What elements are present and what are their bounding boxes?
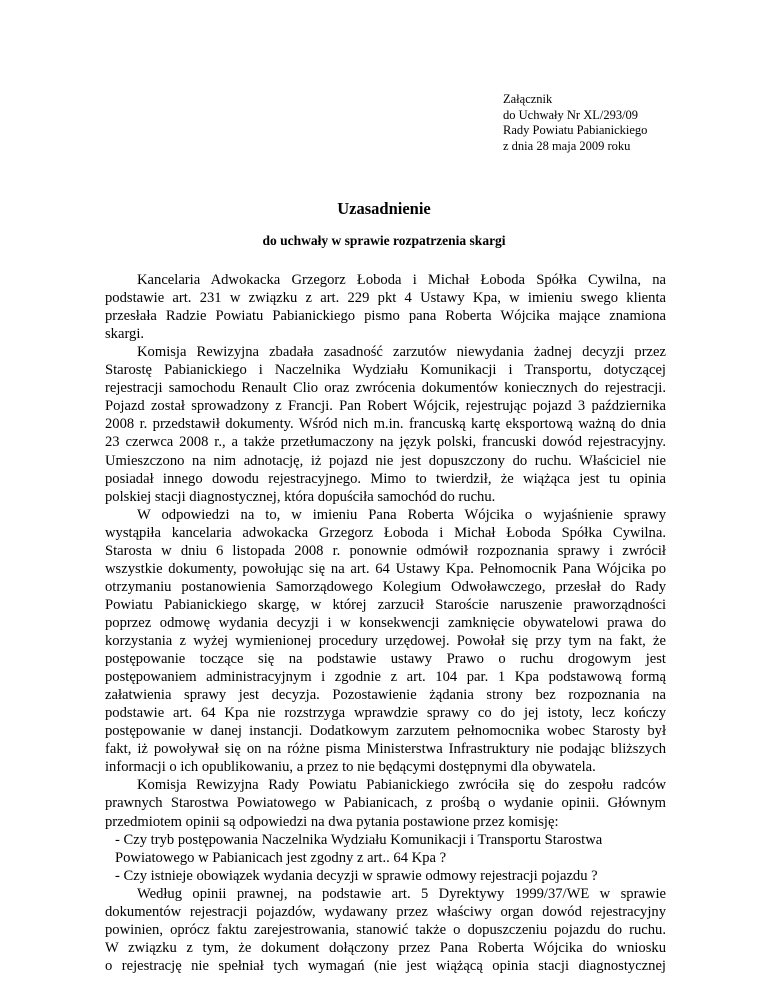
attachment-line: Załącznik <box>503 92 553 106</box>
attachment-header <box>503 92 647 154</box>
body-line: Umieszczono na nim adnotację, iż pojazd nie jest dopuszczony do ruchu. Właściciel nie <box>105 453 666 469</box>
body-line: wystąpiła kancelaria adwokacka Grzegorz Łoboda i Michał Łoboda Spółka Cywilna. <box>105 525 666 541</box>
body-line: dokumentów rejestracji pojazdów, wydawany przez właściwy organ dowód rejestracyjny <box>105 904 666 920</box>
body-line: postępowanie w danej instancji. Dodatkowym zarzutem pełnomocnika wobec Starosty był <box>105 723 666 739</box>
body-line: W związku z tym, że dokument dołączony przez Pana Roberta Wójcika do wniosku <box>105 940 666 956</box>
body-line: Powiatu Pabianickiego skargę, w której zarzucił Staroście naruszenie praworządności <box>105 597 666 613</box>
attachment-line: z dnia 28 maja 2009 roku <box>503 138 631 153</box>
body-line: Kancelaria Adwokacka Grzegorz Łoboda i Michał Łoboda Spółka Cywilna, na <box>137 272 666 288</box>
body-line: prawnych Starostwa Powiatowego w Pabianicach, z prośbą o wydanie opinii. Głównym <box>105 795 666 811</box>
body-line: Starosta w dniu 6 listopada 2008 r. ponownie odmówił rozpoznania sprawy i zwrócił <box>105 543 666 559</box>
body-line: postępowaniem administracyjnym i zgodnie z art. 104 par. 1 Kpa podstawową formą <box>105 669 666 685</box>
body-line: otrzymaniu postanowienia Samorządowego Kolegium Odwoławczego, przesłał do Rady <box>105 579 666 595</box>
attachment-line: do Uchwały Nr XL/293/09 <box>503 107 639 122</box>
body-line: poprzez odmowę wydania decyzji i w konsekwencji zamknięcie obywatelowi prawa do <box>105 615 666 631</box>
attachment-line: Rady Powiatu Pabianickiego <box>503 123 648 137</box>
body-line: rejestracji samochodu Renault Clio oraz zwrócenia dokumentów koniecznych do rejestracji. <box>105 380 666 396</box>
body-line: Komisja Rewizyjna zbadała zasadność zarzutów niewydania żadnej decyzji przez <box>137 344 666 360</box>
body-line: przesłała Radzie Powiatu Pabianickiego pismo pana Roberta Wójcika mające znamiona <box>105 308 666 324</box>
document-title: Uzasadnienie <box>337 199 431 218</box>
body-line: przedmiotem opinii są odpowiedzi na dwa pytania postawione przez komisję: <box>105 814 559 830</box>
body-line: wszystkie dokumenty, powołując się na art. 64 Ustawy Kpa. Pełnomocnik Pana Wójcika po <box>105 561 666 577</box>
body-line: posiadał innego dowodu rejestracyjnego. Mimo to twierdził, że wiążąca jest tu opinia <box>105 471 666 487</box>
body-line: Komisja Rewizyjna Rady Powiatu Pabianickiego zwróciła się do zespołu radców <box>137 777 666 793</box>
body-line: podstawie art. 64 Kpa nie rozstrzyga wprawdzie sprawy co do jej istoty, lecz kończy <box>105 705 666 721</box>
body-line: podstawie art. 231 w związku z art. 229 pkt 4 Ustawy Kpa, w imieniu swego klienta <box>105 290 666 306</box>
body-line: 23 czerwca 2008 r., a także przetłumaczony na język polski, francuski dowód rejestracyjny. <box>105 434 666 450</box>
body-line: W odpowiedzi na to, w imieniu Pana Roberta Wójcika o wyjaśnienie sprawy <box>137 507 666 523</box>
body-line: korzystania z wyżej wymienionej procedury urzędowej. Powołał się przy tym na fakt, że <box>105 633 666 649</box>
body-line: - Czy istnieje obowiązek wydania decyzji w sprawie odmowy rejestracji pojazdu ? <box>115 868 598 884</box>
document-subtitle: do uchwały w sprawie rozpatrzenia skargi <box>262 233 506 248</box>
body-line: postępowanie toczące się na podstawie ustawy Prawo o ruchu drogowym jest <box>105 651 666 667</box>
body-line: załatwienia sprawy jest decyzja. Pozostawienie żądania strony bez rozpoznania na <box>105 687 666 703</box>
body-line: polskiej stacji diagnostycznej, która dopuściła samochód do ruchu. <box>105 489 496 505</box>
body-line: Starostę Pabianickiego i Naczelnika Wydziału Komunikacji i Transportu, dotyczącej <box>105 362 666 378</box>
body-line: Pojazd został sprowadzony z Francji. Pan Robert Wójcik, rejestrując pojazd 3 października <box>105 398 666 414</box>
body-line: informacji o ich opublikowaniu, a przez to nie będącymi dostępnymi dla obywatela. <box>105 759 596 775</box>
body-line: o rejestrację nie spełniał tych wymagań (nie jest wiążącą opinia stacji diagnostycznej <box>105 958 666 974</box>
body-line: Według opinii prawnej, na podstawie art. 5 Dyrektywy 1999/37/WE w sprawie <box>137 886 666 902</box>
body-line: - Czy tryb postępowania Naczelnika Wydziału Komunikacji i Transportu Starostwa <box>115 832 603 848</box>
body-line: powinien, oprócz faktu zarejestrowania, stanowić także o dopuszczeniu pojazdu do ruchu. <box>105 922 666 938</box>
body-line: Powiatowego w Pabianicach jest zgodny z art.. 64 Kpa ? <box>115 850 447 866</box>
body-line: 2008 r. przedstawił dokumenty. Wśród nich m.in. francuską kartę eksportową ważną do dnia <box>105 416 666 432</box>
body-line: fakt, iż powoływał się on na różne pisma Ministerstwa Infrastruktury nie podając bliższych <box>105 741 666 757</box>
body-line: skargi. <box>105 326 145 342</box>
